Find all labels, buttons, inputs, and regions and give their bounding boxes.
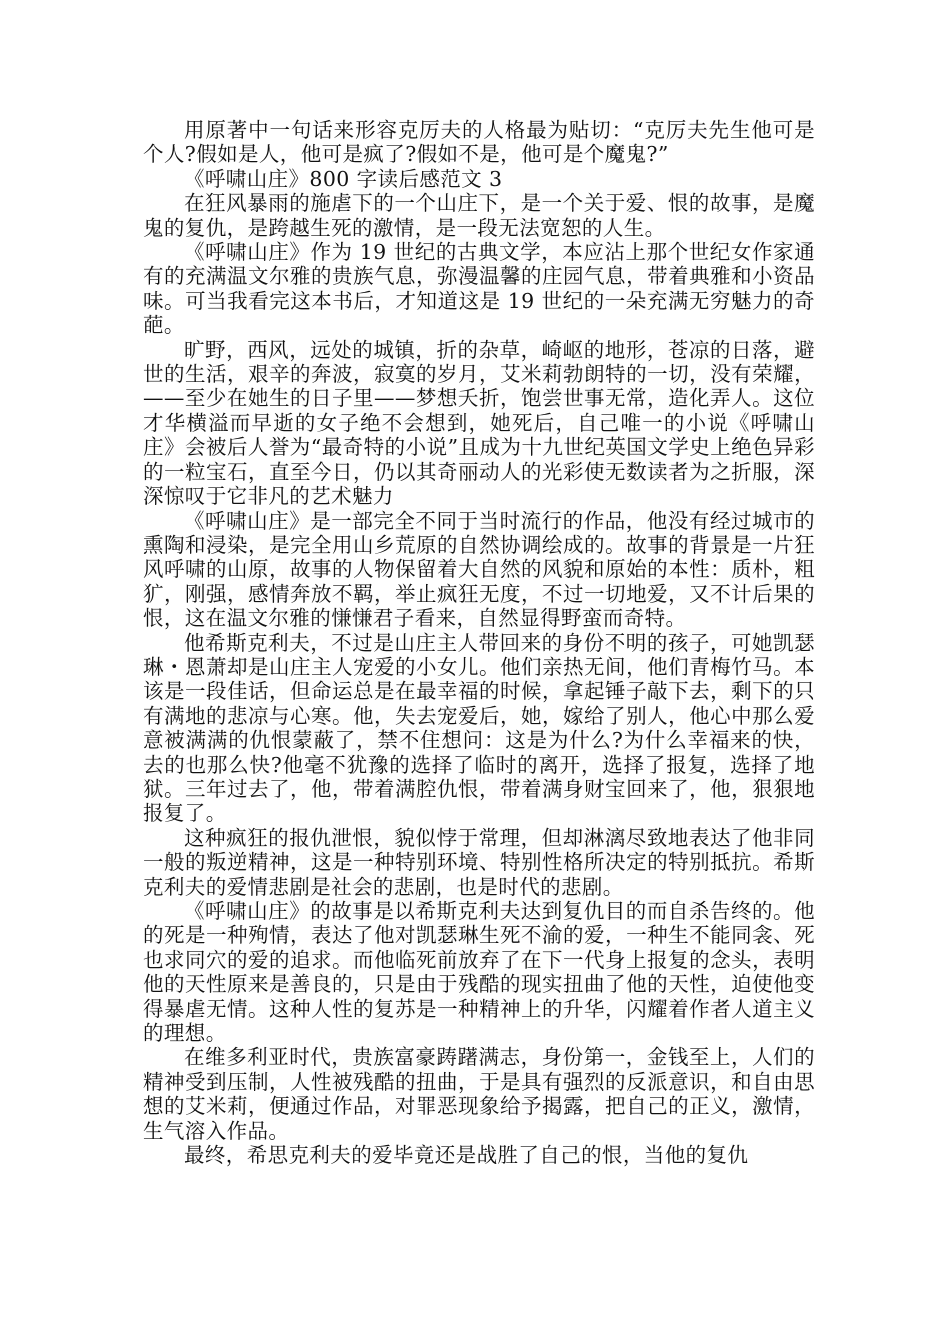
paragraph: 《呼啸山庄》是一部完全不同于当时流行的作品，他没有经过城市的熏陶和浸染，是完全用山乡荒原的自然协调绘成的。故事的背景是一片狂风呼啸的山原，故事的人物保留着大自然的风貌和原始的本性：质朴，粗犷，刚强，感情奔放不羁，举止疯狂无度，不过一切地爱，又不计后果的恨，这在温文尔雅的慊慊君子看来，自然显得野蛮而奇特。 <box>143 508 815 631</box>
paragraph: 最终，希思克利夫的爱毕竟还是战胜了自己的恨，当他的复仇 <box>184 1143 749 1168</box>
section-title: 《呼啸山庄》800 字读后感范文 3 <box>184 166 503 191</box>
paragraph: 用原著中一句话来形容克厉夫的人格最为贴切：“克厉夫先生他可是个人?假如是人，他可是疯了?假如不是，他可是个魔鬼?” <box>143 118 815 167</box>
paragraph: 旷野，西风，远处的城镇，折的杂草，崎岖的地形，苍凉的日落，避世的生活，艰辛的奔波，寂寞的岁月，艾米莉勃朗特的一切，没有荣耀，——至少在她生的日子里——梦想夭折，饱尝世事无常，造化弄人。这位才华横溢而早逝的女子绝不会想到，她死后，自己唯一的小说《呼啸山庄》会被后人誉为“最奇特的小说”且成为十九世纪英国文学史上绝色异彩的一粒宝石，直至今日，仍以其奇丽动人的光彩使无数读者为之折服，深深惊叹于它非凡的艺术魅力 <box>143 337 815 509</box>
document-body <box>143 118 815 1167</box>
paragraph: 在狂风暴雨的施虐下的一个山庄下，是一个关于爱、恨的故事，是魔鬼的复仇，是跨越生死的激情，是一段无法宽恕的人生。 <box>143 191 815 240</box>
paragraph: 《呼啸山庄》的故事是以希斯克利夫达到复仇目的而自杀告终的。他的死是一种殉情，表达了他对凯瑟琳生死不渝的爱，一种生不能同衾、死也求同穴的爱的追求。而他临死前放弃了在下一代身上报复的念头，表明他的天性原来是善良的，只是由于残酷的现实扭曲了他的天性，迫使他变得暴虐无情。这种人性的复苏是一种精神上的升华，闪耀着作者人道主义的理想。 <box>143 899 815 1046</box>
paragraph: 这种疯狂的报仇泄恨，貌似悖于常理，但却淋漓尽致地表达了他非同一般的叛逆精神，这是一种特别环境、特别性格所决定的特别抵抗。希斯克利夫的爱情悲剧是社会的悲剧，也是时代的悲剧。 <box>143 825 815 899</box>
paragraph: 《呼啸山庄》作为 19 世纪的古典文学，本应沾上那个世纪女作家通有的充满温文尔雅的贵族气息，弥漫温馨的庄园气息，带着典雅和小资品味。可当我看完这本书后，才知道这是 19 世纪的一朵充满无穷魅力的奇葩。 <box>143 240 815 338</box>
paragraph: 在维多利亚时代，贵族富豪踌躇满志，身份第一，金钱至上，人们的精神受到压制，人性被残酷的扭曲，于是具有强烈的反派意识，和自由思想的艾米莉，便通过作品，对罪恶现象给予揭露，把自己的正义，激情，生气溶入作品。 <box>143 1045 815 1143</box>
paragraph: 他希斯克利夫，不过是山庄主人带回来的身份不明的孩子，可她凯瑟琳・恩萧却是山庄主人宠爱的小女儿。他们亲热无间，他们青梅竹马。本该是一段佳话，但命运总是在最幸福的时候，拿起锤子敲下去，剩下的只有满地的悲凉与心寒。他，失去宠爱后，她，嫁给了别人，他心中那么爱意被满满的仇恨蒙蔽了，禁不住想问：这是为什么?为什么幸福来的快，去的也那么快?他毫不犹豫的选择了临时的离开，选择了报复，选择了地狱。三年过去了，他，带着满腔仇恨，带着满身财宝回来了，他，狠狠地报复了。 <box>143 630 815 826</box>
